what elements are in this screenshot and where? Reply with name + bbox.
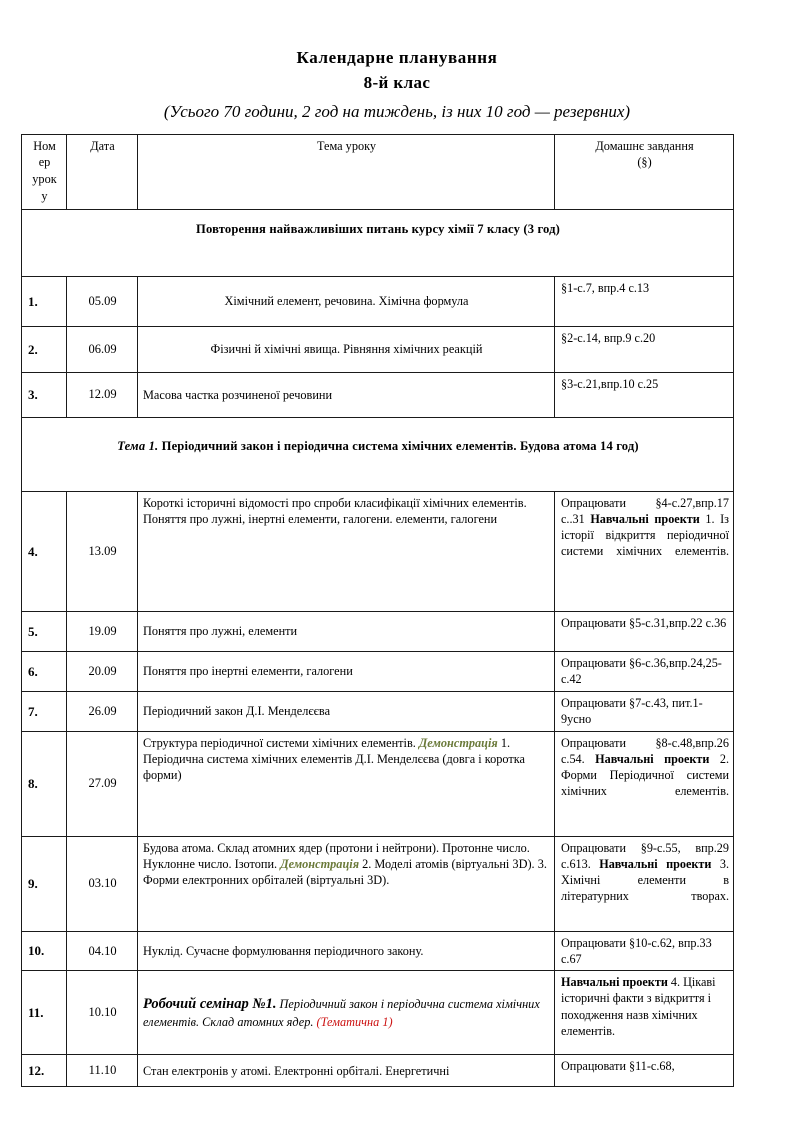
header-number-line-4: у (41, 188, 48, 203)
lesson-number: 10. (22, 931, 67, 970)
lesson-homework: Опрацювати §11-с.68, (555, 1055, 734, 1087)
column-header-number (22, 134, 67, 209)
lesson-homework: Опрацювати §7-с.43, пит.1-9усно (555, 691, 734, 731)
text-run-1: Опрацювати §4-с.27,впр.17 с..31 (561, 495, 729, 526)
lesson-homework (555, 731, 734, 836)
text-run-1: Робочий семінар №1. (143, 995, 277, 1012)
lesson-number: 3. (22, 372, 67, 417)
header-number-line-2: ер (38, 155, 51, 170)
lesson-homework: Опрацювати §5-с.31,впр.22 с.36 (555, 611, 734, 651)
lesson-date: 12.09 (67, 372, 138, 417)
lesson-theme: Стан електронів у атомі. Електронні орбіталі. Енергетичні (138, 1055, 555, 1087)
table-row (22, 276, 734, 326)
page-title: Календарне планування (296, 48, 498, 67)
text-run-2: Навчальні проекти (590, 511, 700, 526)
section-title (22, 417, 734, 491)
lesson-number: 12. (22, 1055, 67, 1087)
text-run-1: Навчальні проекти (561, 975, 668, 990)
table-row (22, 326, 734, 372)
lesson-date: 11.10 (67, 1055, 138, 1087)
table-header-row (22, 134, 734, 209)
column-header-theme: Тема уроку (138, 134, 555, 209)
text-run-3: 1. Періодична система хімічних елементів Д.І. Менделєєва (довга і коротка форми) (143, 735, 525, 783)
section-banner-row (22, 209, 734, 276)
lesson-homework (555, 836, 734, 931)
lesson-date: 26.09 (67, 691, 138, 731)
table-row (22, 651, 734, 691)
table-row (22, 372, 734, 417)
lesson-theme (138, 836, 555, 931)
lesson-theme: Масова частка розчиненої речовини (138, 372, 555, 417)
text-run-2: Періодичний закон і періодична система хімічних елементів. Склад атомних ядер. (143, 996, 540, 1030)
lesson-number: 2. (22, 326, 67, 372)
text-run-3: 3. Хімічні елементи в літературних творах. (561, 856, 729, 904)
lesson-homework: Опрацювати §10-с.62, впр.33 с.67 (555, 931, 734, 970)
hours-note: (Усього 70 години, 2 год на тиждень, із них 10 год — резервних) (163, 102, 631, 122)
text-run-3: 2. Моделі атомів (віртуальні 3D). 3. Форми електронних орбіталей (віртуальні 3D). (143, 857, 547, 888)
table-row (22, 836, 734, 931)
table-row (22, 491, 734, 611)
lesson-date: 06.09 (67, 326, 138, 372)
lesson-number: 7. (22, 691, 67, 731)
lesson-theme (138, 731, 555, 836)
text-run-1: Опрацювати §9-с.55, впр.29 с.613. (561, 840, 729, 871)
column-header-homework (555, 134, 734, 209)
table-row (22, 931, 734, 970)
header-homework-label: Домашнє завдання (595, 138, 694, 153)
lesson-date: 03.10 (67, 836, 138, 931)
column-header-date: Дата (67, 134, 138, 209)
header-number-line-1: Ном (33, 138, 56, 153)
header-number-line-3: урок (32, 171, 57, 186)
lesson-homework: §1-с.7, впр.4 с.13 (555, 276, 734, 326)
text-run-3: 1. Із історії відкриття періодичної системи хімічних елементів. (561, 511, 729, 559)
lesson-number: 4. (22, 491, 67, 611)
lesson-number: 6. (22, 651, 67, 691)
table-row (22, 611, 734, 651)
text-run-3: 2. Форми Періодичної системи хімічних елементів. (561, 751, 729, 799)
lesson-homework: Опрацювати §6-с.36,впр.24,25-с.42 (555, 651, 734, 691)
text-run-2: 4. Цікаві історичні факти з відкриття і походження назв хімічних елементів. (561, 975, 716, 1038)
lesson-theme: Поняття про інертні елементи, галогени (138, 651, 555, 691)
text-run-3: (Тематична 1) (316, 1015, 393, 1030)
section-title-rest: Періодичний закон і періодична система хімічних елементів. Будова атома 14 год) (158, 438, 639, 453)
calendar-plan-table (21, 134, 734, 1087)
text-run-1: Структура періодичної системи хімічних елементів. (143, 735, 419, 750)
table-header (22, 134, 734, 209)
lesson-date: 04.10 (67, 931, 138, 970)
text-run-2: Навчальні проекти (599, 856, 712, 871)
text-run-2: Демонстрація (280, 857, 360, 872)
lesson-homework: §3-с.21,впр.10 с.25 (555, 372, 734, 417)
lesson-number: 1. (22, 276, 67, 326)
section-banner-row (22, 417, 734, 491)
lesson-theme: Поняття про лужні, елементи (138, 611, 555, 651)
lesson-homework (555, 491, 734, 611)
lesson-theme: Короткі історичні відомості про спроби класифікації хімічних елементів. Поняття про лужні, інертні елементи, галогени. елементи, галогени (138, 491, 555, 611)
lesson-number: 9. (22, 836, 67, 931)
title-block (0, 0, 794, 125)
lesson-date: 05.09 (67, 276, 138, 326)
lesson-theme: Періодичний закон Д.І. Менделєєва (138, 691, 555, 731)
lesson-date: 27.09 (67, 731, 138, 836)
lesson-number: 8. (22, 731, 67, 836)
lesson-date: 20.09 (67, 651, 138, 691)
lesson-homework: §2-с.14, впр.9 с.20 (555, 326, 734, 372)
lesson-theme: Хімічний елемент, речовина. Хімічна формула (138, 276, 555, 326)
table-row (22, 971, 734, 1055)
table-row (22, 691, 734, 731)
table-row (22, 731, 734, 836)
text-run-1: Будова атома. Склад атомних ядер (протони і нейтрони). Протонне число. Нуклонне число. Ізотопи. (143, 840, 530, 872)
lesson-date: 10.10 (67, 971, 138, 1055)
section-title: Повторення найважливіших питань курсу хімії 7 класу (3 год) (22, 209, 734, 276)
text-run-1: Опрацювати §8-с.48,впр.26 с.54. (561, 735, 729, 766)
section-title-lead: Тема 1. (117, 438, 159, 453)
lesson-theme: Фізичні й хімічні явища. Рівняння хімічних реакцій (138, 326, 555, 372)
lesson-theme (138, 971, 555, 1055)
text-run-2: Навчальні проекти (595, 751, 710, 766)
lesson-number: 5. (22, 611, 67, 651)
lesson-theme: Нуклід. Сучасне формулювання періодичного закону. (138, 931, 555, 970)
lesson-date: 13.09 (67, 491, 138, 611)
table-body (22, 209, 734, 1086)
table-row (22, 1055, 734, 1087)
text-run-2: Демонстрація (418, 735, 498, 750)
header-homework-sub: (§) (637, 155, 652, 170)
lesson-number: 11. (22, 971, 67, 1055)
lesson-homework (555, 971, 734, 1055)
lesson-date: 19.09 (67, 611, 138, 651)
page-subtitle: 8-й клас (363, 73, 431, 93)
